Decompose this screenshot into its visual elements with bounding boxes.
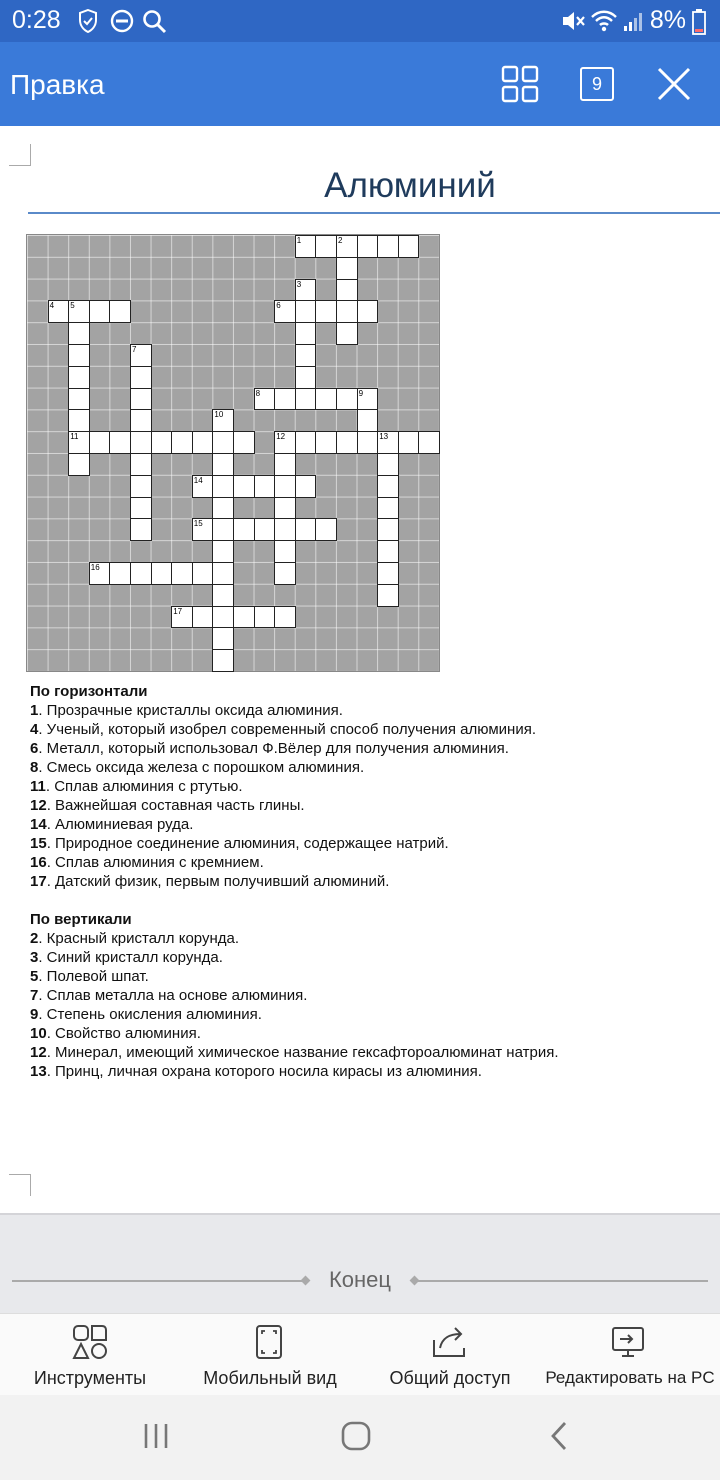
home-icon[interactable] <box>340 1420 372 1452</box>
clue-text: . Ученый, который изобрел современный способ получения алюминия. <box>38 721 536 738</box>
crossword-cell <box>357 300 379 323</box>
crossword-cell <box>295 300 317 323</box>
crossword-cell <box>295 475 317 498</box>
clue-text: . Природное соединение алюминия, содержащее натрий. <box>46 835 449 852</box>
down-clue-list <box>30 929 700 1081</box>
clue-text: . Сплав алюминия с кремнием. <box>46 854 264 871</box>
crossword-cell <box>377 518 399 541</box>
crossword-cell <box>212 627 234 650</box>
crossword-cell <box>315 388 337 411</box>
crossword-cell <box>274 475 296 498</box>
clue-item <box>30 853 700 872</box>
crossword-cell <box>274 540 296 563</box>
crossword-cell <box>68 453 90 476</box>
clue-item <box>30 1043 700 1062</box>
clue-number: 5 <box>30 968 39 985</box>
crossword-cell <box>254 606 276 629</box>
crossword-cell <box>130 475 152 498</box>
crossword-number: 9 <box>358 388 364 398</box>
clue-number: 7 <box>30 987 39 1004</box>
status-bar <box>0 0 720 42</box>
close-icon[interactable] <box>654 64 694 104</box>
crossword-number: 14 <box>193 475 203 485</box>
document-title: Алюминий <box>324 166 496 205</box>
crossword-cell <box>377 562 399 585</box>
clue-text: . Сплав металла на основе алюминия. <box>38 987 308 1004</box>
crossword-cell <box>357 431 379 454</box>
crossword-cell <box>398 431 420 454</box>
shield-icon <box>78 9 98 33</box>
clue-item <box>30 967 700 986</box>
crossword-cell <box>418 431 440 454</box>
tools-button[interactable] <box>0 1314 180 1396</box>
crossword-cell <box>274 453 296 476</box>
crossword-cell <box>192 606 214 629</box>
crossword-cell <box>377 497 399 520</box>
tools-icon <box>72 1324 108 1360</box>
crossword-cell <box>254 518 276 541</box>
clue-item <box>30 1005 700 1024</box>
tools-label: Инструменты <box>33 1368 147 1388</box>
crossword-number: 8 <box>255 388 261 398</box>
clue-number: 4 <box>30 721 39 738</box>
clue-number: 1 <box>30 702 39 719</box>
crossword-cell <box>254 475 276 498</box>
crossword-cell <box>212 584 234 607</box>
battery-icon <box>692 9 706 35</box>
crossword-cell <box>130 453 152 476</box>
bottom-toolbar <box>0 1313 720 1395</box>
mobile-view-label: Мобильный вид <box>203 1368 337 1388</box>
clue-number: 11 <box>30 778 46 795</box>
crossword-cell <box>274 497 296 520</box>
clue-number: 16 <box>30 854 47 871</box>
crossword-cell <box>233 475 255 498</box>
crossword-cell <box>212 540 234 563</box>
wifi-icon <box>590 9 618 33</box>
crossword-cell <box>212 431 234 454</box>
crossword-cell <box>315 431 337 454</box>
crossword-number: 13 <box>379 432 389 442</box>
clue-text: . Синий кристалл корунда. <box>38 949 223 966</box>
crossword-cell <box>212 606 234 629</box>
document-end-area <box>0 1213 720 1313</box>
crossword-cell <box>212 518 234 541</box>
clue-text: . Смесь оксида железа с порошком алюминия. <box>38 759 365 776</box>
clue-item <box>30 929 700 948</box>
crossword-cell <box>336 257 358 280</box>
crossword-cell <box>233 431 255 454</box>
crossword-cell <box>130 388 152 411</box>
clue-item <box>30 758 700 777</box>
clue-item <box>30 986 700 1005</box>
crossword-cell <box>109 300 131 323</box>
crossword-cell <box>336 322 358 345</box>
crossword-cell <box>357 409 379 432</box>
clue-text: . Красный кристалл корунда. <box>38 930 240 947</box>
crossword-cell <box>398 235 420 258</box>
clue-text: . Степень окисления алюминия. <box>38 1006 262 1023</box>
clue-number: 12 <box>30 1044 47 1061</box>
crossword-cell <box>171 431 193 454</box>
crossword-number: 10 <box>214 410 224 420</box>
share-label: Общий доступ <box>389 1368 511 1388</box>
clue-item <box>30 815 700 834</box>
crossword-number: 3 <box>296 279 302 289</box>
crossword-number: 4 <box>49 301 55 311</box>
crossword-cell <box>151 431 173 454</box>
crossword-cell <box>151 562 173 585</box>
clue-item <box>30 777 700 796</box>
crossword-cell <box>130 497 152 520</box>
clue-item <box>30 701 700 720</box>
crossword-number: 15 <box>193 519 203 529</box>
crossword-number: 1 <box>296 236 302 245</box>
clue-number: 10 <box>30 1025 47 1042</box>
crossword-cell <box>68 366 90 389</box>
crossword-cell <box>130 409 152 432</box>
clue-text: . Минерал, имеющий химическое название гексафтороалюминат натрия. <box>46 1044 559 1061</box>
clue-text: . Датский физик, первым получивший алюминий. <box>46 873 390 890</box>
do-not-disturb-icon <box>110 9 134 33</box>
clue-number: 13 <box>30 1063 47 1080</box>
clue-item <box>30 872 700 891</box>
crossword-cell <box>171 562 193 585</box>
crossword-cell <box>336 388 358 411</box>
crossword-cell <box>89 300 111 323</box>
document-page[interactable] <box>0 126 720 1213</box>
end-label: Конец <box>328 1267 392 1292</box>
crossword-cell <box>336 300 358 323</box>
clue-number: 15 <box>30 835 47 852</box>
title-underline <box>28 212 720 214</box>
crossword-cell <box>130 366 152 389</box>
crossword-cell <box>377 584 399 607</box>
crossword-cell <box>212 453 234 476</box>
app-bar-title: Правка <box>10 69 105 100</box>
crossword-cell <box>315 518 337 541</box>
end-divider <box>418 1280 708 1282</box>
clue-text: . Полевой шпат. <box>38 968 149 985</box>
clue-number: 8 <box>30 759 39 776</box>
crossword-grid <box>26 234 440 672</box>
clues-section <box>30 682 700 1081</box>
crossword-cell <box>212 562 234 585</box>
crossword-cell <box>212 497 234 520</box>
clue-item <box>30 834 700 853</box>
down-heading: По вертикали <box>30 911 132 928</box>
clue-number: 2 <box>30 930 39 947</box>
clue-text: . Принц, личная охрана которого носила кирасы из алюминия. <box>46 1063 482 1080</box>
crossword-cell <box>377 540 399 563</box>
recent-apps-icon[interactable] <box>140 1420 172 1452</box>
clue-item <box>30 720 700 739</box>
crossword-number: 11 <box>70 432 79 442</box>
clue-number: 3 <box>30 949 39 966</box>
crossword-cell <box>192 562 214 585</box>
clue-text: . Алюминиевая руда. <box>46 816 194 833</box>
crossword-cell <box>315 300 337 323</box>
crossword-cell <box>130 562 152 585</box>
crossword-cell <box>68 322 90 345</box>
status-time: 0:28 <box>12 6 61 34</box>
system-navigation-bar <box>0 1395 720 1480</box>
crossword-cell <box>68 388 90 411</box>
end-divider <box>12 1280 302 1282</box>
crossword-cell <box>109 431 131 454</box>
crossword-number: 5 <box>70 301 75 311</box>
across-clue-list <box>30 701 700 891</box>
back-icon[interactable] <box>544 1420 576 1452</box>
crossword-cell <box>274 606 296 629</box>
share-button[interactable] <box>360 1314 540 1396</box>
grid-view-icon[interactable] <box>500 64 540 104</box>
crossword-cell <box>295 388 317 411</box>
crossword-cell <box>130 518 152 541</box>
battery-percent: 8% <box>649 6 686 34</box>
crossword-cell <box>315 235 337 258</box>
page-count-button[interactable]: 9 <box>580 67 614 101</box>
clue-item <box>30 739 700 758</box>
crossword-cell <box>89 431 111 454</box>
page-corner-mark <box>9 1174 31 1196</box>
crossword-number: 2 <box>338 236 343 245</box>
crossword-number: 12 <box>276 432 286 442</box>
crossword-cell <box>68 344 90 367</box>
clue-text: . Сплав алюминия с ртутью. <box>45 778 243 795</box>
app-bar <box>0 42 720 126</box>
crossword-cell <box>377 453 399 476</box>
crossword-cell <box>68 409 90 432</box>
crossword-cell <box>274 518 296 541</box>
edit-on-pc-button[interactable] <box>540 1314 720 1396</box>
crossword-cell <box>295 431 317 454</box>
crossword-cell <box>377 235 399 258</box>
crossword-cell <box>192 431 214 454</box>
clue-number: 9 <box>30 1006 39 1023</box>
crossword-cell <box>274 562 296 585</box>
mute-icon <box>560 9 586 33</box>
clue-text: . Важнейшая составная часть глины. <box>46 797 305 814</box>
crossword-cell <box>295 322 317 345</box>
crossword-cell <box>274 388 296 411</box>
crossword-cell <box>233 518 255 541</box>
crossword-cell <box>109 562 131 585</box>
crossword-cell <box>212 649 234 672</box>
crossword-cell <box>233 606 255 629</box>
clue-item <box>30 1024 700 1043</box>
crossword-number: 17 <box>173 606 183 616</box>
share-icon <box>430 1324 470 1360</box>
crossword-cell <box>130 431 152 454</box>
edit-on-pc-icon <box>610 1324 646 1360</box>
crossword-cell <box>295 518 317 541</box>
clue-item <box>30 1062 700 1081</box>
crossword-cell <box>336 279 358 302</box>
clue-number: 6 <box>30 740 39 757</box>
crossword-cell <box>295 344 317 367</box>
clue-text: . Металл, который использовал Ф.Вёлер для получения алюминия. <box>38 740 509 757</box>
clue-text: . Прозрачные кристаллы оксида алюминия. <box>38 702 343 719</box>
edit-on-pc-label: Редактировать на PC <box>545 1368 715 1387</box>
crossword-cell <box>336 431 358 454</box>
signal-icon <box>622 9 646 33</box>
crossword-cell <box>295 366 317 389</box>
clue-text: . Свойство алюминия. <box>46 1025 201 1042</box>
clue-number: 14 <box>30 816 47 833</box>
clue-number: 17 <box>30 873 47 890</box>
page-corner-mark <box>9 144 31 166</box>
mobile-view-icon <box>254 1324 284 1360</box>
mobile-view-button[interactable] <box>180 1314 360 1396</box>
crossword-number: 7 <box>132 345 137 354</box>
crossword-number: 16 <box>90 563 100 572</box>
crossword-cell <box>377 475 399 498</box>
clue-number: 12 <box>30 797 47 814</box>
clue-item <box>30 796 700 815</box>
clue-item <box>30 948 700 967</box>
crossword-cell <box>357 235 379 258</box>
across-heading: По горизонтали <box>30 683 148 700</box>
search-icon <box>142 9 168 35</box>
crossword-cell <box>212 475 234 498</box>
crossword-number: 6 <box>276 301 281 311</box>
